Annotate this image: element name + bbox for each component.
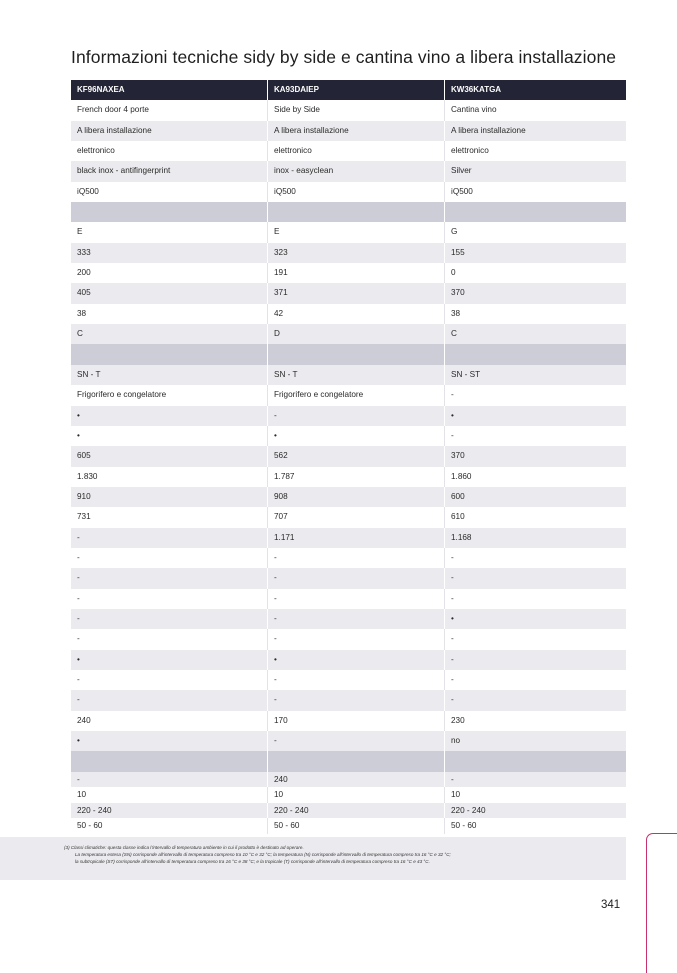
table-cell: -: [268, 731, 445, 751]
table-cell: iQ500: [451, 186, 473, 196]
table-cell: -: [451, 430, 454, 440]
table-cell: •: [268, 426, 445, 446]
table-cell: 230: [451, 715, 465, 725]
table-cell: 605: [71, 446, 268, 466]
table-cell: C: [71, 324, 268, 344]
table-cell: -: [71, 772, 268, 788]
table-row: [71, 609, 626, 629]
table-cell: 731: [71, 507, 268, 527]
table-row: [71, 283, 626, 303]
table-row: [71, 426, 626, 446]
table-cell: -: [451, 390, 454, 400]
table-cell: 200: [71, 263, 268, 283]
table-row: [71, 589, 626, 609]
table-cell: SN - T: [71, 365, 268, 385]
table-cell: -: [268, 609, 445, 629]
table-cell: 405: [71, 283, 268, 303]
table-cell: C: [451, 329, 457, 339]
table-cell: •: [71, 650, 268, 670]
table-cell: D: [268, 324, 445, 344]
table-cell: French door 4 porte: [71, 100, 268, 120]
table-cell: 910: [71, 487, 268, 507]
table-cell: iQ500: [268, 182, 445, 202]
table-cell: elettronico: [451, 146, 489, 156]
column-header: KW36KATGA: [451, 85, 502, 94]
table-cell: 707: [268, 507, 445, 527]
table-cell: 50 - 60: [268, 818, 445, 834]
table-cell: inox - easyclean: [268, 161, 445, 181]
table-cell: -: [268, 548, 445, 568]
table-cell: 333: [71, 243, 268, 263]
table-row: [71, 568, 626, 588]
table-row: [71, 787, 626, 803]
section-separator-row: [71, 202, 626, 222]
table-cell: •: [451, 410, 454, 420]
page-title: Informazioni tecniche sidy by side e cantina vino a libera installazione: [71, 47, 617, 67]
table-row: [71, 243, 626, 263]
table-row: [71, 365, 626, 385]
table-row: [71, 222, 626, 242]
table-row: [71, 711, 626, 731]
table-cell: •: [451, 613, 454, 623]
table-cell: 10: [268, 787, 445, 803]
footnote-line: (3) Classi climatiche: questa classe indica l’intervallo di temperatura ambiente in cui il prodotto è destinato ad operare.: [64, 845, 304, 850]
table-cell: 155: [451, 247, 465, 257]
table-header-row: [71, 80, 626, 100]
footnote-line: La temperatura estesa (SN) corrisponde all’intervallo di temperatura compreso tra 10 °C e 32 °C; la temperatura (N) corrisponde all’intervallo di temperatura compreso tra 16 °C e 32 °C;: [75, 852, 451, 857]
table-cell: 10: [71, 787, 268, 803]
table-cell: iQ500: [71, 182, 268, 202]
table-cell: -: [71, 670, 268, 690]
table-row: [71, 100, 626, 120]
table-cell: A libera installazione: [268, 121, 445, 141]
table-row: [71, 818, 626, 834]
section-separator-row: [71, 344, 626, 364]
table-row: [71, 446, 626, 466]
table-cell: 610: [451, 512, 465, 522]
table-cell: 323: [268, 243, 445, 263]
table-cell: -: [451, 695, 454, 705]
table-cell: Frigorifero e congelatore: [71, 385, 268, 405]
table-row: [71, 263, 626, 283]
table-row: [71, 650, 626, 670]
table-cell: E: [268, 222, 445, 242]
table-cell: SN - ST: [451, 369, 481, 379]
table-cell: 240: [268, 772, 445, 788]
table-cell: 170: [268, 711, 445, 731]
table-row: [71, 670, 626, 690]
table-cell: [268, 751, 445, 771]
table-cell: 50 - 60: [451, 821, 477, 831]
table-row: [71, 406, 626, 426]
table-cell: 240: [71, 711, 268, 731]
table-row: [71, 487, 626, 507]
table-cell: A libera installazione: [71, 121, 268, 141]
table-cell: 220 - 240: [268, 803, 445, 819]
table-cell: E: [71, 222, 268, 242]
table-row: [71, 548, 626, 568]
table-cell: -: [451, 774, 454, 784]
table-cell: 371: [268, 283, 445, 303]
table-cell: [445, 751, 626, 771]
table-cell: -: [71, 548, 268, 568]
table-row: [71, 690, 626, 710]
section-separator-row: [71, 751, 626, 771]
table-row: [71, 324, 626, 344]
table-cell: elettronico: [71, 141, 268, 161]
table-row: [71, 467, 626, 487]
table-cell: -: [451, 593, 454, 603]
table-cell: 50 - 60: [71, 818, 268, 834]
table-cell: 562: [268, 446, 445, 466]
table-cell: -: [71, 589, 268, 609]
table-cell: -: [451, 634, 454, 644]
table-cell: Side by Side: [268, 100, 445, 120]
table-row: [71, 803, 626, 819]
column-header: KF96NAXEA: [71, 80, 268, 100]
table-cell: 10: [451, 790, 461, 800]
table-cell: -: [451, 654, 454, 664]
table-cell: 370: [451, 451, 465, 461]
table-row: [71, 528, 626, 548]
footnote: [0, 837, 626, 880]
table-cell: 370: [451, 288, 465, 298]
table-cell: -: [268, 629, 445, 649]
table-cell: A libera installazione: [451, 125, 526, 135]
column-header: KA93DAIEP: [268, 80, 445, 100]
table-cell: SN - T: [268, 365, 445, 385]
table-cell: [71, 344, 268, 364]
table-cell: [71, 751, 268, 771]
table-row: [71, 629, 626, 649]
table-cell: •: [71, 731, 268, 751]
table-cell: 220 - 240: [71, 803, 268, 819]
table-cell: •: [71, 426, 268, 446]
table-cell: -: [451, 552, 454, 562]
table-cell: [71, 202, 268, 222]
table-cell: 38: [71, 304, 268, 324]
table-cell: 1.860: [451, 471, 472, 481]
table-row: [71, 161, 626, 181]
table-cell: -: [71, 609, 268, 629]
table-cell: [445, 344, 626, 364]
table-cell: 600: [451, 491, 465, 501]
table-cell: [445, 202, 626, 222]
table-row: [71, 385, 626, 405]
table-cell: black inox - antifingerprint: [71, 161, 268, 181]
table-cell: 1.168: [451, 532, 472, 542]
table-cell: 191: [268, 263, 445, 283]
table-cell: 1.830: [71, 467, 268, 487]
table-cell: -: [451, 674, 454, 684]
table-cell: 220 - 240: [451, 805, 486, 815]
table-cell: [268, 202, 445, 222]
table-cell: •: [268, 650, 445, 670]
table-cell: 38: [451, 308, 461, 318]
table-cell: 0: [451, 268, 456, 278]
table-cell: -: [268, 670, 445, 690]
table-cell: -: [71, 528, 268, 548]
table-cell: -: [268, 406, 445, 426]
table-cell: 908: [268, 487, 445, 507]
table-cell: Frigorifero e congelatore: [268, 385, 445, 405]
table-row: [71, 772, 626, 788]
side-tab-marker: [646, 833, 677, 973]
table-cell: 42: [268, 304, 445, 324]
table-row: [71, 121, 626, 141]
table-cell: [268, 344, 445, 364]
table-row: [71, 507, 626, 527]
table-cell: Silver: [451, 166, 472, 176]
table-row: [71, 304, 626, 324]
table-cell: elettronico: [268, 141, 445, 161]
table-row: [71, 731, 626, 751]
table-cell: -: [71, 629, 268, 649]
table-cell: -: [71, 690, 268, 710]
footnote-line: la subtropicale (ST) corrisponde all’intervallo di temperatura compreso tra 16 °C e 38 °C; e la tropicale (T) corrisponde all’intervallo di temperatura compreso tra 16 °C e 43 °C.: [75, 859, 430, 864]
table-cell: -: [268, 568, 445, 588]
table-row: [71, 141, 626, 161]
table-cell: -: [268, 589, 445, 609]
table-cell: 1.171: [268, 528, 445, 548]
table-row: [71, 182, 626, 202]
table-cell: •: [71, 406, 268, 426]
table-cell: no: [451, 736, 461, 745]
table-cell: -: [268, 690, 445, 710]
table-cell: -: [451, 573, 454, 583]
table-cell: G: [451, 227, 458, 237]
table-cell: -: [71, 568, 268, 588]
spec-table: [71, 80, 626, 834]
table-cell: Cantina vino: [451, 105, 497, 115]
table-cell: 1.787: [268, 467, 445, 487]
page-number: 341: [601, 899, 621, 911]
